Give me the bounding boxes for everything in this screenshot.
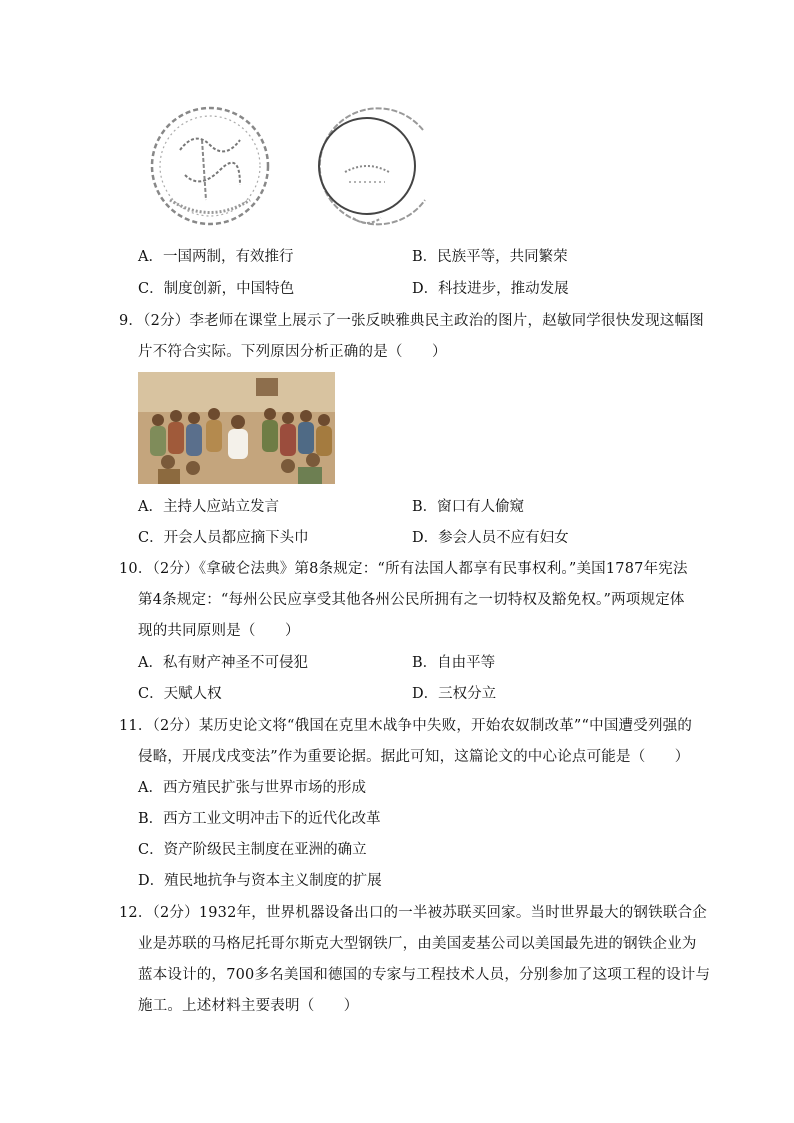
q11-stem-line-2: 侵略，开展戊戌变法”作为重要论据。据此可知，这篇论文的中心论点可能是（ ）	[138, 749, 690, 765]
q11-option-a[interactable]: A．西方殖民扩张与世界市场的形成	[138, 780, 366, 796]
q9-athens-assembly-image	[138, 372, 335, 484]
coin-back-image	[305, 100, 435, 240]
coin-front-image	[140, 100, 280, 240]
q9-option-a[interactable]: A．主持人应站立发言	[138, 499, 279, 515]
q8-option-c[interactable]: C．制度创新，中国特色	[138, 281, 295, 297]
q9-option-d[interactable]: D．参会人员不应有妇女	[412, 530, 569, 546]
q10-stem-line-1: 10．（2分）《拿破仑法典》第8条规定：“所有法国人都享有民事权利。”美国1787年宪法	[119, 561, 688, 577]
q12-stem-line-1: 12．（2分）1932年，世界机器设备出口的一半被苏联买回家。当时世界最大的钢铁联合企	[119, 905, 707, 921]
q9-stem-line-1: 9．（2分）李老师在课堂上展示了一张反映雅典民主政治的图片，赵敏同学很快发现这幅图	[119, 313, 704, 329]
q11-option-b[interactable]: B．西方工业文明冲击下的近代化改革	[138, 811, 381, 827]
q11-stem-line-1: 11．（2分）某历史论文将“俄国在克里木战争中失败，开始农奴制改革”“中国遭受列强的	[119, 718, 693, 734]
q8-option-a[interactable]: A．一国两制，有效推行	[138, 249, 294, 265]
q9-stem-line-2: 片不符合实际。下列原因分析正确的是（ ）	[138, 344, 447, 360]
q11-option-d[interactable]: D．殖民地抗争与资本主义制度的扩展	[138, 873, 382, 889]
q12-stem-line-2: 业是苏联的马格尼托哥尔斯克大型钢铁厂，由美国麦基公司以美国最先进的钢铁企业为	[138, 936, 697, 952]
q10-stem-line-2: 第4条规定：“每州公民应享受其他各州公民所拥有之一切特权及豁免权。”两项规定体	[138, 592, 685, 608]
q8-option-b[interactable]: B．民族平等，共同繁荣	[412, 249, 568, 265]
q11-option-c[interactable]: C．资产阶级民主制度在亚洲的确立	[138, 842, 367, 858]
q10-option-a[interactable]: A．私有财产神圣不可侵犯	[138, 655, 308, 671]
q10-stem-line-3: 现的共同原则是（ ）	[138, 623, 300, 639]
q9-option-c[interactable]: C．开会人员都应摘下头巾	[138, 530, 309, 546]
q8-option-d[interactable]: D．科技进步，推动发展	[412, 281, 569, 297]
q8-coins-image	[140, 100, 440, 240]
q12-stem-line-4: 施工。上述材料主要表明（ ）	[138, 998, 359, 1014]
q10-option-d[interactable]: D．三权分立	[412, 686, 497, 702]
q10-option-b[interactable]: B．自由平等	[412, 655, 496, 671]
q9-option-b[interactable]: B．窗口有人偷窥	[412, 499, 525, 515]
q12-stem-line-3: 蓝本设计的，700多名美国和德国的专家与工程技术人员，分别参加了这项工程的设计与	[138, 967, 711, 983]
q10-option-c[interactable]: C．天赋人权	[138, 686, 222, 702]
